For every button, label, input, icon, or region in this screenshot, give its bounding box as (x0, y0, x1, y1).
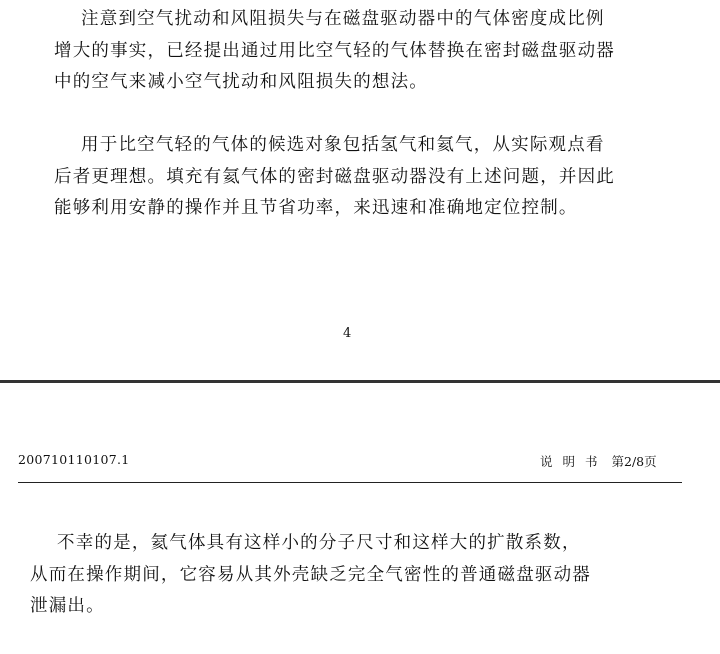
document-title: 说明书 (540, 454, 608, 469)
header-rule (18, 482, 682, 483)
paragraph-helium-leak (30, 528, 591, 623)
page-indicator: 第2/8页 (611, 454, 657, 469)
text-line: 泄漏出。 (30, 596, 105, 616)
text-line: 用于比空气轻的气体的候选对象包括氢气和氦气，从实际观点看 (54, 135, 605, 155)
document-id: 200710110107.1 (18, 452, 130, 467)
text-line: 后者更理想。填充有氦气体的密封磁盘驱动器没有上述问题，并因此 (54, 166, 615, 187)
lower-page-fragment (0, 383, 720, 654)
paragraph-gas-candidates (54, 130, 615, 225)
paragraph-air-disturbance (54, 4, 615, 99)
text-line: 能够利用安静的操作并且节省功率，来迅速和准确地定位控制。 (54, 198, 578, 218)
text-line: 注意到空气扰动和风阻损失与在磁盘驱动器中的气体密度成比例 (54, 9, 605, 29)
text-line: 从而在操作期间，它容易从其外壳缺乏完全气密性的普通磁盘驱动器 (30, 564, 591, 585)
text-line: 中的空气来减小空气扰动和风阻损失的想法。 (54, 72, 428, 92)
text-line: 不幸的是，氦气体具有这样小的分子尺寸和这样大的扩散系数， (30, 533, 581, 553)
page-number: 4 (343, 326, 352, 341)
text-line: 增大的事实，已经提出通过用比空气轻的气体替换在密封磁盘驱动器 (54, 40, 615, 61)
page-header-right (540, 452, 657, 470)
